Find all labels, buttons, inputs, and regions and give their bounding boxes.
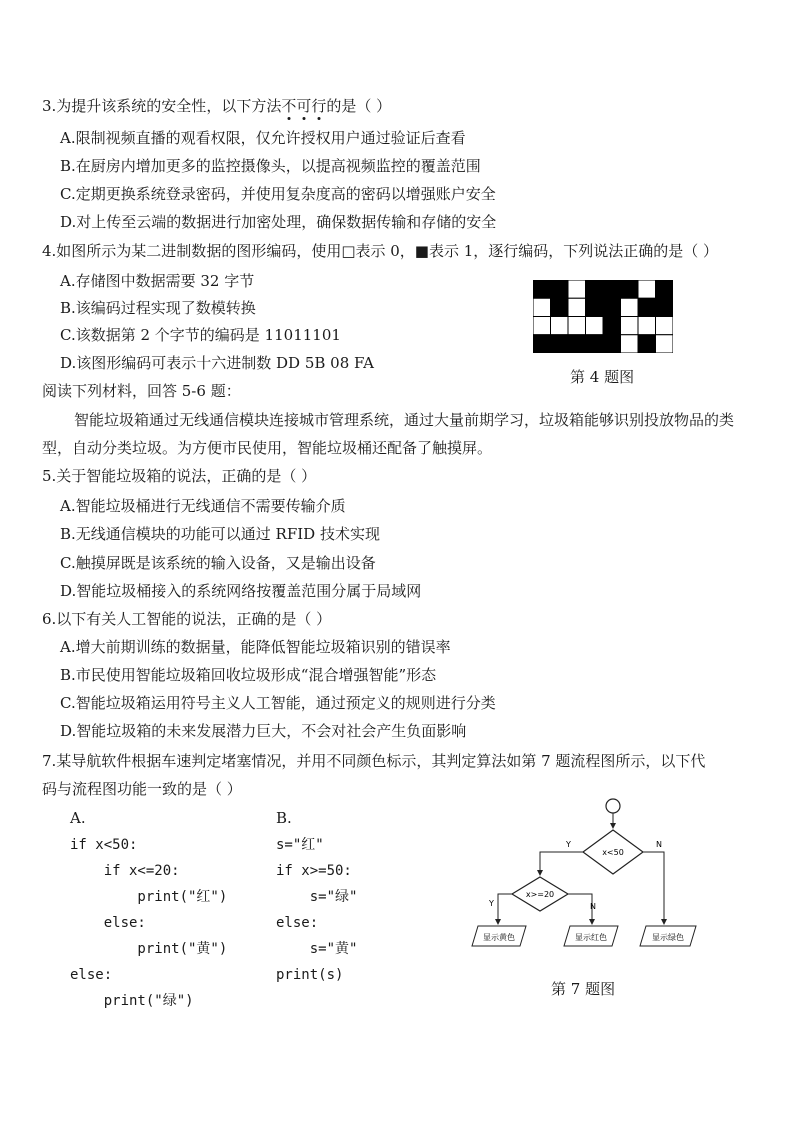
grid-cell (568, 335, 586, 353)
grid-cell (551, 280, 569, 298)
q6-option-a: A.增大前期训练的数据量，能降低智能垃圾箱识别的错误率 (60, 638, 451, 656)
q4-option-a: A.存储图中数据需要 32 字节 (60, 272, 255, 290)
grid-cell (603, 317, 621, 335)
grid-cell (638, 280, 656, 298)
decision1-yes-label: Y (566, 840, 571, 849)
grid-cell (656, 317, 674, 335)
q7-option-b-label: B. (276, 809, 292, 827)
grid-cell (586, 298, 604, 316)
code-line: if x<=20: (70, 863, 180, 879)
code-line: else: (70, 915, 146, 931)
grid-cell (568, 317, 586, 335)
q7-stem-line2: 码与流程图功能一致的是（ ） (42, 780, 242, 798)
binary-grid-figure (533, 280, 673, 353)
q3-option-d: D.对上传至云端的数据进行加密处理，确保数据传输和存储的安全 (60, 213, 497, 231)
material-text: 智能垃圾箱通过无线通信模块连接城市管理系统，通过大量前期学习，垃圾箱能够识别投放物品的类型，自动分类垃圾。为方便市民使用，智能垃圾桶还配备了触摸屏。 (42, 411, 735, 457)
q3-stem-after: 的是（ ） (326, 97, 392, 115)
q4-option-b: B.该编码过程实现了数模转换 (60, 299, 256, 317)
decision2-no-label: N (590, 902, 596, 911)
grid-cell (551, 317, 569, 335)
grid-cell (638, 298, 656, 316)
grid-cell (568, 280, 586, 298)
grid-cell (533, 335, 551, 353)
code-line: print("黄") (70, 941, 228, 957)
q6-stem: 6.以下有关人工智能的说法，正确的是（ ） (42, 610, 332, 628)
q7-stem-line1: 7.某导航软件根据车速判定堵塞情况，并用不同颜色标示，其判定算法如第 7 题流程图所示，以下代 (42, 752, 706, 770)
q4-option-d: D.该图形编码可表示十六进制数 DD 5B 08 FA (60, 354, 374, 372)
q4-option-c: C.该数据第 2 个字节的编码是 11011101 (60, 326, 341, 344)
decision2-yes-label: Y (489, 899, 494, 908)
decision1-no-label: N (656, 840, 662, 849)
code-line: else: (70, 967, 113, 983)
start-node (606, 799, 620, 813)
grid-cell (621, 317, 639, 335)
grid-cell (533, 280, 551, 298)
grid-cell (603, 335, 621, 353)
grid-cell (621, 280, 639, 298)
output-yellow-label: 显示黄色 (483, 933, 515, 942)
q3-emphasis-2: 可 (296, 97, 312, 115)
flowchart-figure (468, 792, 708, 962)
q5-option-a: A.智能垃圾桶进行无线通信不需要传输介质 (60, 497, 346, 515)
q5-option-d: D.智能垃圾桶接入的系统网络按覆盖范围分属于局域网 (60, 582, 422, 600)
grid-cell (621, 298, 639, 316)
grid-cell (603, 280, 621, 298)
q6-option-c: C.智能垃圾箱运用符号主义人工智能，通过预定义的规则进行分类 (60, 694, 496, 712)
grid-cell (603, 298, 621, 316)
grid-cell (656, 280, 674, 298)
q7-option-a-label: A. (70, 809, 86, 827)
grid-cell (656, 298, 674, 316)
q7-option-b-code (276, 832, 357, 988)
q4-figure-caption: 第 4 题图 (570, 368, 635, 386)
grid-cell (586, 317, 604, 335)
grid-cell (551, 335, 569, 353)
q3-option-a: A.限制视频直播的观看权限，仅允许授权用户通过验证后查看 (60, 129, 466, 147)
output-red-label: 显示红色 (575, 933, 607, 942)
code-line: s="红" (276, 837, 324, 853)
q3-emphasis-1: 不 (281, 97, 297, 115)
grid-cell (638, 317, 656, 335)
grid-cell (656, 335, 674, 353)
material-intro: 阅读下列材料，回答 5-6 题： (42, 382, 241, 400)
q5-stem: 5.关于智能垃圾箱的说法，正确的是（ ） (42, 467, 317, 485)
code-line: else: (276, 915, 319, 931)
grid-cell (568, 298, 586, 316)
q3-stem-before: 3.为提升该系统的安全性，以下方法 (42, 97, 282, 115)
output-green-label: 显示绿色 (652, 933, 684, 942)
q3-emphasis-3: 行 (311, 97, 327, 115)
code-line: if x<50: (70, 837, 138, 853)
grid-cell (533, 317, 551, 335)
code-line: print("红") (70, 889, 228, 905)
q5-option-b: B.无线通信模块的功能可以通过 RFID 技术实现 (60, 525, 380, 543)
q4-stem: 4.如图所示为某二进制数据的图形编码，使用□表示 0，■表示 1，逐行编码，下列说法正确的是（ ） (42, 242, 719, 260)
grid-cell (638, 335, 656, 353)
grid-cell (533, 298, 551, 316)
code-line: if x>=50: (276, 863, 352, 879)
code-line: print(s) (276, 967, 344, 983)
q3-option-b: B.在厨房内增加更多的监控摄像头，以提高视频监控的覆盖范围 (60, 157, 481, 175)
code-line: s="黄" (276, 941, 358, 957)
q3-option-c: C.定期更换系统登录密码，并使用复杂度高的密码以增强账户安全 (60, 185, 496, 203)
decision2-label: x>=20 (525, 890, 555, 899)
grid-cell (621, 335, 639, 353)
q7-figure-caption: 第 7 题图 (551, 980, 616, 998)
code-line: s="绿" (276, 889, 358, 905)
decision1-label: x<50 (602, 848, 624, 857)
code-line: print("绿") (70, 993, 194, 1009)
grid-cell (586, 280, 604, 298)
q6-option-b: B.市民使用智能垃圾箱回收垃圾形成“混合增强智能”形态 (60, 666, 437, 684)
grid-cell (586, 335, 604, 353)
grid-cell (551, 298, 569, 316)
q6-option-d: D.智能垃圾箱的未来发展潜力巨大，不会对社会产生负面影响 (60, 722, 467, 740)
q3-stem (42, 96, 391, 116)
q5-option-c: C.触摸屏既是该系统的输入设备，又是输出设备 (60, 554, 376, 572)
q7-option-a-code (70, 832, 227, 1014)
